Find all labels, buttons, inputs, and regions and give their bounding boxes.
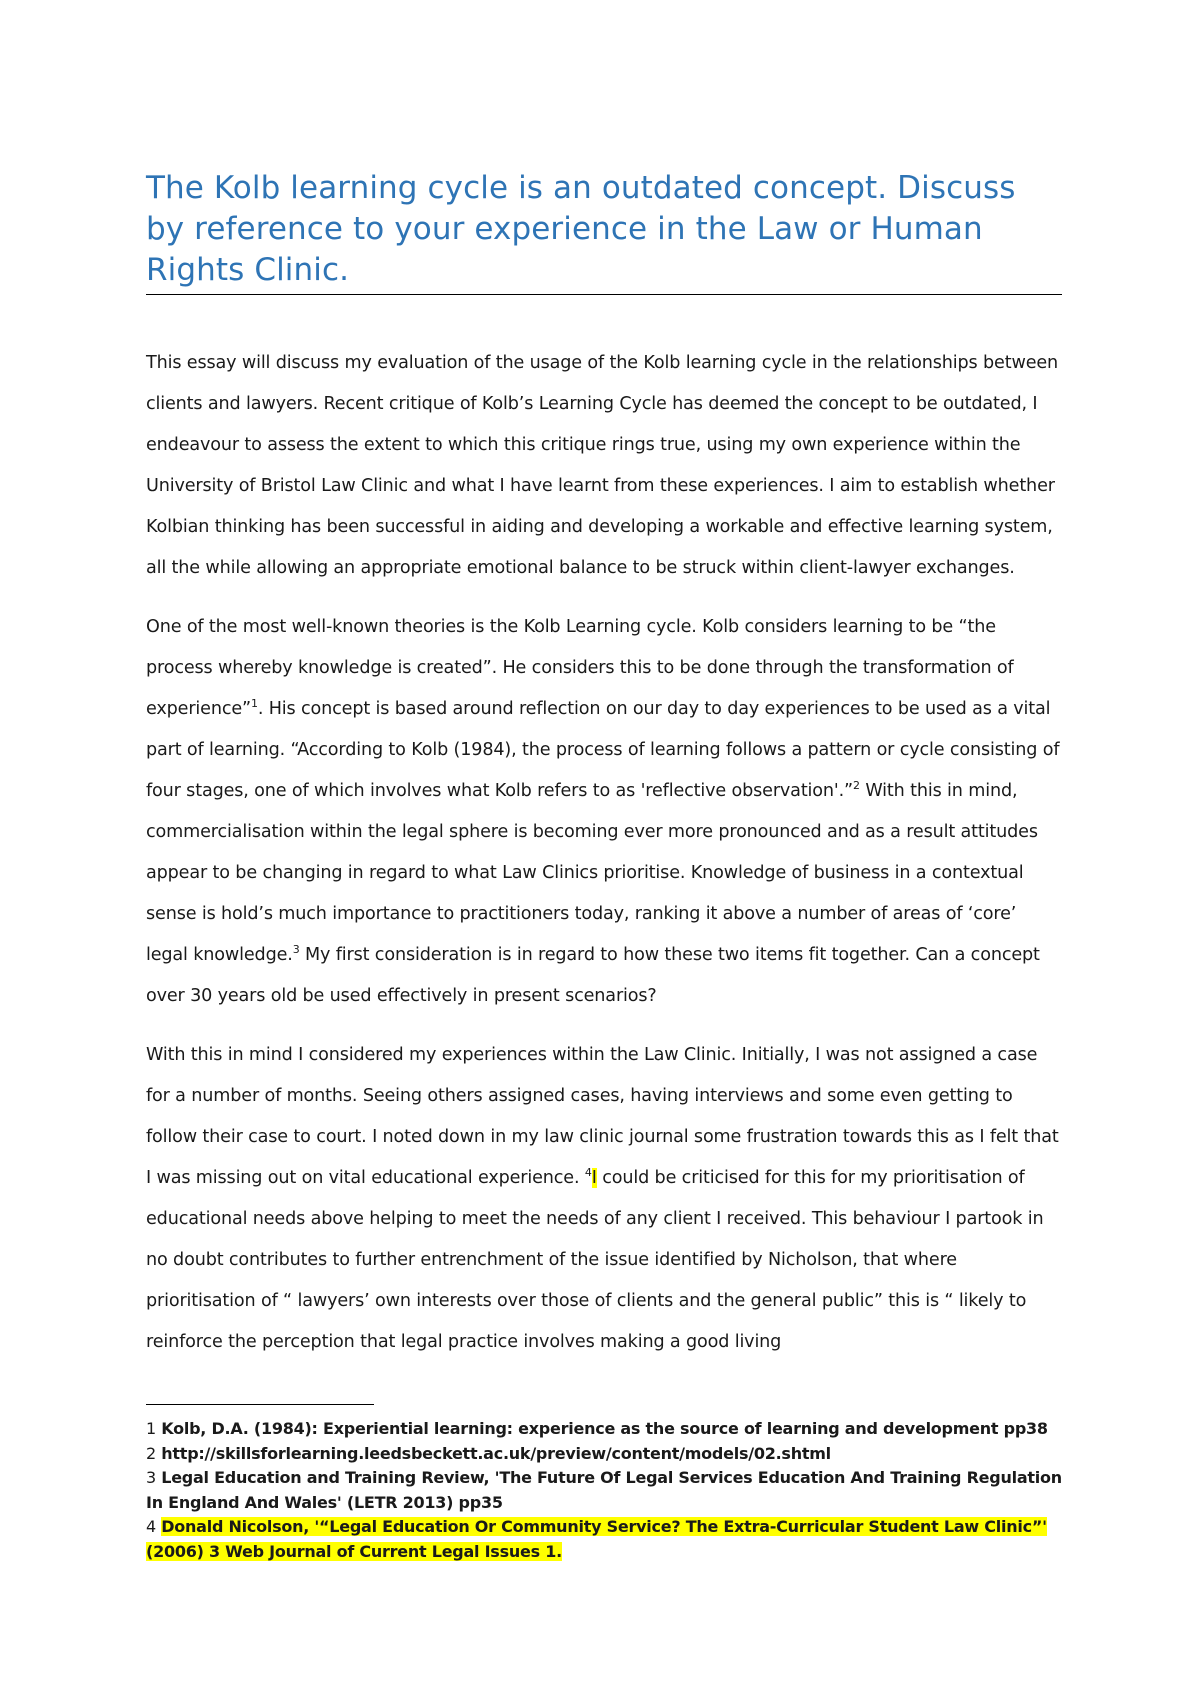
paragraph-3-part-1: With this in mind I considered my experiences within the Law Clinic. Initially, I was not assigned a case for a number of months. Seeing others assigned cases, having interviews and some even getting to follow their case to court. I noted down in my law clinic journal some frustration towards this as I felt that I was missing out on vital educational experience. bbox=[146, 1045, 1059, 1188]
essay-text bbox=[146, 343, 1062, 1363]
footnotes-section bbox=[146, 1404, 1062, 1564]
footnote-ref-4[interactable]: 4 bbox=[584, 1166, 592, 1179]
footnote-3 bbox=[146, 1466, 1062, 1515]
footnote-number: 2 bbox=[146, 1443, 156, 1463]
footnote-number: 1 bbox=[146, 1419, 156, 1438]
footnote-separator bbox=[146, 1404, 374, 1405]
footnote-1 bbox=[146, 1417, 1062, 1442]
paragraph-1-text: This essay will discuss my evaluation of the usage of the Kolb learning cycle in the relationships between clients and lawyers. Recent critique of Kolb’s Learning Cycle has deemed the concept to be outdated, I endeavour to assess the extent to which this critique rings true, using my own experience within the University of Bristol Law Clinic and what I have learnt from these experiences. I aim to establish whether Kolbian thinking has been successful in aiding and developing a workable and effective learning system, all the while allowing an appropriate emotional balance to be struck within client-lawyer exchanges. bbox=[146, 353, 1059, 578]
paragraph-2-part-4: My first consideration is in regard to how these two items fit together. Can a concept over 30 years old be used effectively in present scenarios? bbox=[146, 945, 1040, 1006]
footnote-highlighted-text: Donald Nicolson, '“Legal Education Or Community Service? The Extra-Curricular Student Law Clinic”' (2006) 3 Web Journal of Current Legal Issues 1. bbox=[146, 1517, 1047, 1561]
paragraph-kolb-theory bbox=[146, 607, 1062, 1017]
paragraph-3-part-2: could be criticised for this for my prioritisation of educational needs above helping to meet the needs of any client I received. This behaviour I partook in no doubt contributes to further entrenchment of the issue identified by Nicholson, that where prioritisation of “ lawyers’ own interests over those of clients and the general public” this is “ likely to reinforce the perception that legal practice involves making a good living bbox=[146, 1168, 1044, 1352]
paragraph-2-part-2: . His concept is based around reflection on our day to day experiences to be used as a vital part of learning. “According to Kolb (1984), the process of learning follows a pattern or cycle consisting of four stages, one of which involves what Kolb refers to as 'reflective observation'.” bbox=[146, 699, 1060, 801]
footnote-4 bbox=[146, 1515, 1062, 1564]
footnote-number: 4 bbox=[146, 1517, 156, 1536]
footnote-text: Kolb, D.A. (1984): Experiential learning: experience as the source of learning and development pp38 bbox=[155, 1419, 1048, 1438]
footnote-number: 3 bbox=[146, 1468, 156, 1487]
paragraph-2-part-3: With this in mind, commercialisation within the legal sphere is becoming ever more pronounced and as a result attitudes appear to be changing in regard to what Law Clinics prioritise. Knowledge of business in a contextual sense is hold’s much importance to practitioners today, ranking it above a number of areas of ‘core’ legal knowledge. bbox=[146, 781, 1038, 965]
footnote-2 bbox=[146, 1442, 1062, 1467]
footnote-ref-1[interactable]: 1 bbox=[250, 697, 258, 710]
paragraph-2-part-1: One of the most well-known theories is the Kolb Learning cycle. Kolb considers learning to be “the process whereby knowledge is created”. He considers this to be done through the transformation of experience” bbox=[146, 617, 1014, 719]
paragraph-introduction bbox=[146, 343, 1062, 589]
footnote-text: Legal Education and Training Review, 'The Future Of Legal Services Education And Training Regulation In England And Wales' (LETR 2013) pp35 bbox=[146, 1468, 1062, 1512]
paragraph-law-clinic-experience bbox=[146, 1035, 1062, 1363]
footnote-ref-3[interactable]: 3 bbox=[292, 943, 300, 956]
footnote-ref-2[interactable]: 2 bbox=[853, 779, 860, 792]
highlighted-text: I bbox=[591, 1168, 597, 1188]
essay-title: The Kolb learning cycle is an outdated concept. Discuss by reference to your experience in the Law or Human Rights Clinic. bbox=[146, 168, 1062, 295]
footnote-link[interactable]: http://skillsforlearning.leedsbeckett.ac.uk/preview/content/models/02.shtml bbox=[155, 1443, 831, 1463]
document-body bbox=[146, 168, 1062, 1381]
